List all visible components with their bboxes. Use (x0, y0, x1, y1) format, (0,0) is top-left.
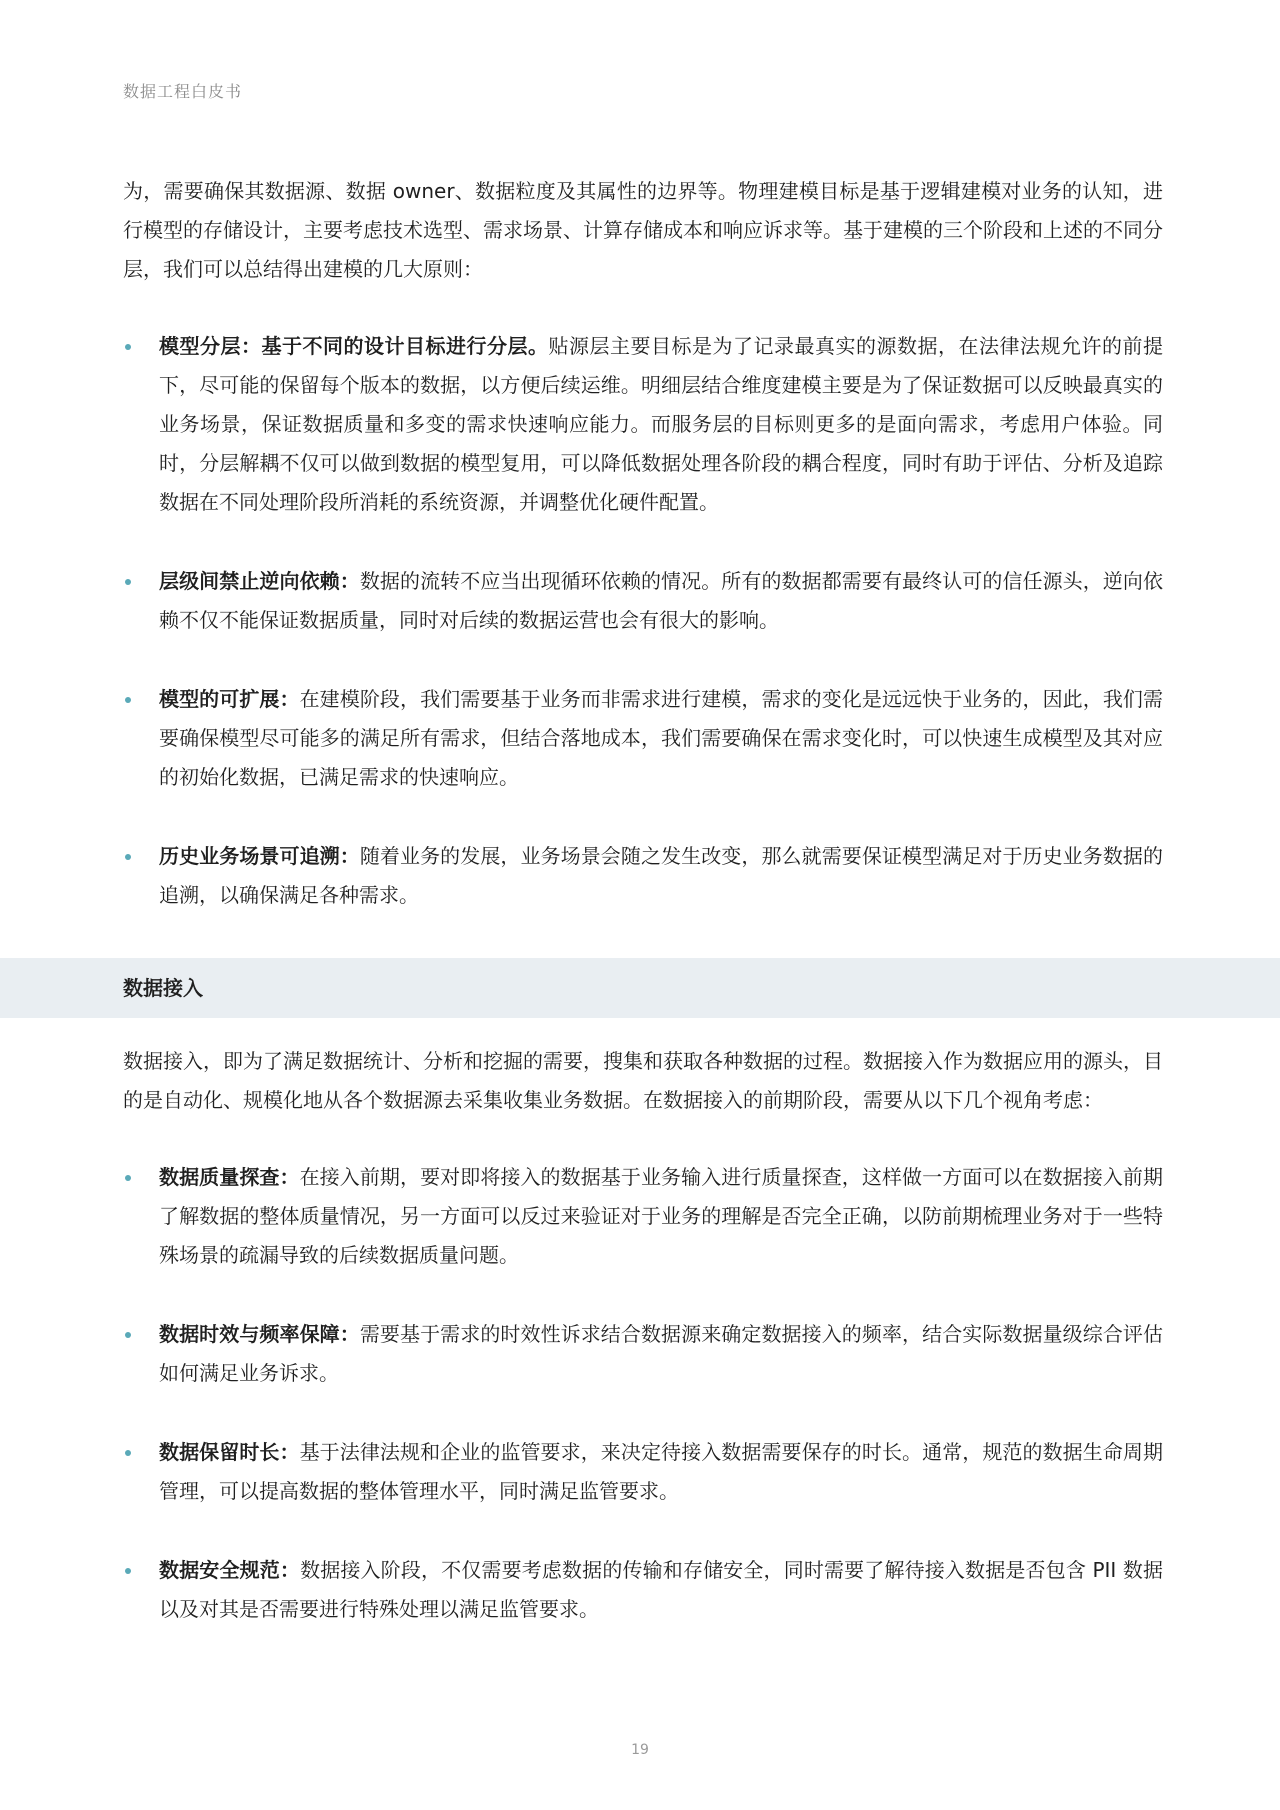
content-bottom (123, 1042, 1163, 1629)
access-considerations-list (123, 1158, 1163, 1629)
bullet-dot-icon (125, 697, 131, 703)
bullet-dot-icon (125, 854, 131, 860)
intro-paragraph: 为，需要确保其数据源、数据 owner、数据粒度及其属性的边界等。物理建模目标是基于逻辑建模对业务的认知，进行模型的存储设计，主要考虑技术选型、需求场景、计算存储成本和响应诉求等。基于建模的三个阶段和上述的不同分层，我们可以总结得出建模的几大原则： (123, 179, 1163, 281)
principle-term: 模型分层：基于不同的设计目标进行分层。 (159, 334, 549, 358)
principle-text: 贴源层主要目标是为了记录最真实的源数据，在法律法规允许的前提下，尽可能的保留每个版本的数据，以方便后续运维。明细层结合维度建模主要是为了保证数据可以反映最真实的业务场景，保证数据质量和多变的需求快速响应能力。而服务层的目标则更多的是面向需求，考虑用户体验。同时，分层解耦不仅可以做到数据的模型复用，可以降低数据处理各阶段的耦合程度，同时有助于评估、分析及追踪数据在不同处理阶段所消耗的系统资源，并调整优化硬件配置。 (159, 334, 1163, 514)
running-header: 数据工程白皮书 (123, 82, 243, 101)
consideration-text: 在接入前期，要对即将接入的数据基于业务输入进行质量探查，这样做一方面可以在数据接入前期了解数据的整体质量情况，另一方面可以反过来验证对于业务的理解是否完全正确，以防前期梳理业务对于一些特殊场景的疏漏导致的后续数据质量问题。 (159, 1165, 1164, 1267)
consideration-item (123, 1315, 1163, 1393)
modeling-principles-list (123, 327, 1163, 915)
consideration-term: 数据时效与频率保障： (159, 1322, 360, 1346)
section-title: 数据接入 (123, 976, 203, 1000)
principle-text: 数据的流转不应当出现循环依赖的情况。所有的数据都需要有最终认可的信任源头，逆向依赖不仅不能保证数据质量，同时对后续的数据运营也会有很大的影响。 (159, 569, 1164, 632)
consideration-term: 数据保留时长： (159, 1440, 300, 1464)
principle-item (123, 562, 1163, 640)
consideration-text: 基于法律法规和企业的监管要求，来决定待接入数据需要保存的时长。通常，规范的数据生命周期管理，可以提高数据的整体管理水平，同时满足监管要求。 (159, 1440, 1164, 1503)
bullet-dot-icon (125, 344, 131, 350)
principle-text: 在建模阶段，我们需要基于业务而非需求进行建模，需求的变化是远远快于业务的，因此，我们需要确保模型尽可能多的满足所有需求，但结合落地成本，我们需要确保在需求变化时，可以快速生成模型及其对应的初始化数据，已满足需求的快速响应。 (159, 687, 1164, 789)
consideration-term: 数据质量探查： (159, 1165, 300, 1189)
consideration-item (123, 1433, 1163, 1511)
principle-term: 层级间禁止逆向依赖： (159, 569, 360, 593)
principle-term: 历史业务场景可追溯： (159, 844, 360, 868)
consideration-term: 数据安全规范： (159, 1558, 301, 1582)
consideration-text: 需要基于需求的时效性诉求结合数据源来确定数据接入的频率，结合实际数据量级综合评估如何满足业务诉求。 (159, 1322, 1164, 1385)
consideration-item (123, 1158, 1163, 1275)
bullet-dot-icon (125, 579, 131, 585)
principle-item (123, 327, 1163, 522)
content-top (123, 172, 1163, 915)
section-paragraph: 数据接入，即为了满足数据统计、分析和挖掘的需要，搜集和获取各种数据的过程。数据接入作为数据应用的源头，目的是自动化、规模化地从各个数据源去采集收集业务数据。在数据接入的前期阶段，需要从以下几个视角考虑： (123, 1049, 1163, 1112)
principle-term: 模型的可扩展： (159, 687, 300, 711)
page-number: 19 (631, 1742, 649, 1758)
bullet-dot-icon (125, 1332, 131, 1338)
bullet-dot-icon (125, 1450, 131, 1456)
principle-item (123, 680, 1163, 797)
consideration-text: 数据接入阶段，不仅需要考虑数据的传输和存储安全，同时需要了解待接入数据是否包含 PII 数据以及对其是否需要进行特殊处理以满足监管要求。 (159, 1558, 1163, 1621)
consideration-item (123, 1551, 1163, 1629)
bullet-dot-icon (125, 1568, 131, 1574)
principle-item (123, 837, 1163, 915)
bullet-dot-icon (125, 1175, 131, 1181)
principle-text: 随着业务的发展，业务场景会随之发生改变，那么就需要保证模型满足对于历史业务数据的追溯，以确保满足各种需求。 (159, 844, 1164, 907)
